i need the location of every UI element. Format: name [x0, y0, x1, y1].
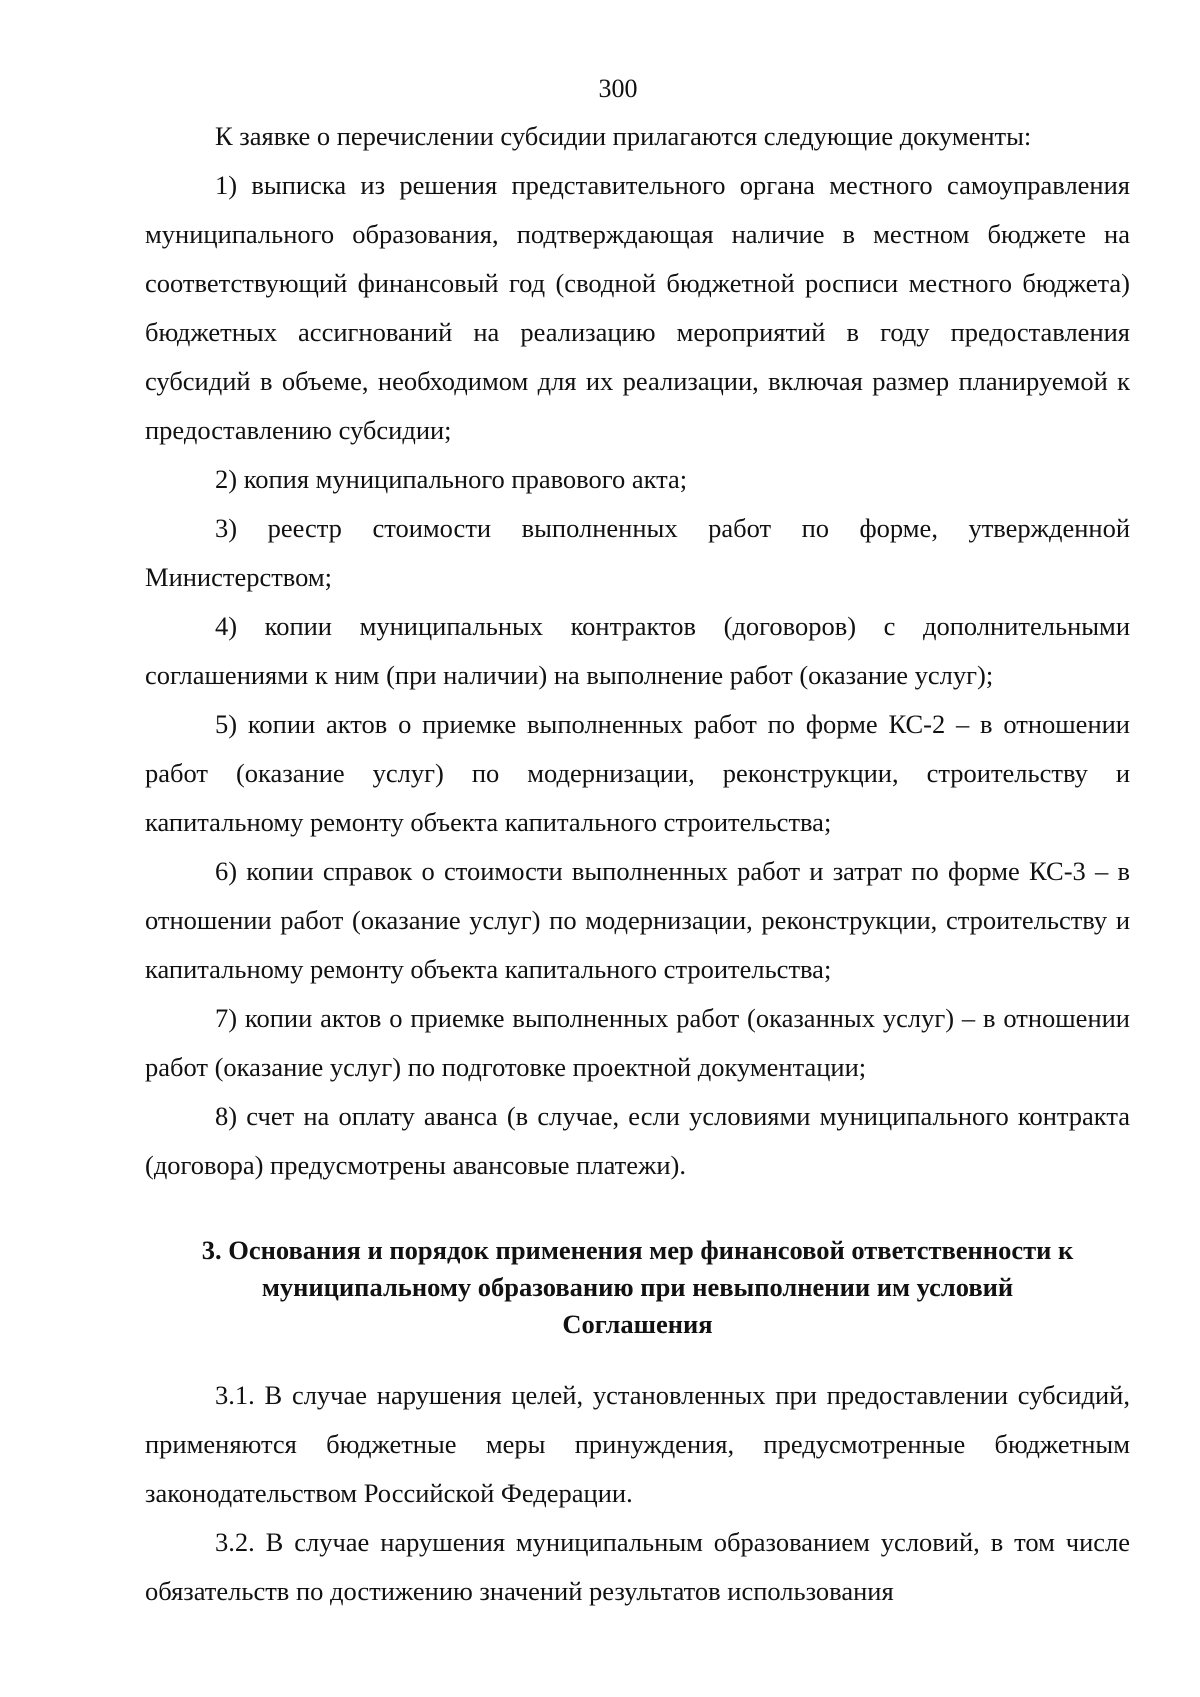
paragraph-intro: К заявке о перечислении субсидии прилагаются следующие документы:	[215, 121, 1032, 151]
page-number: 300	[598, 74, 638, 103]
paragraph-item-1: 1) выписка из решения представительного органа местного самоуправления муниципального образования, подтверждающая наличие в местном бюджете на соответствующий финансовый год (сводной бюджетной росписи местного бюджета) бюджетных ассигнований на реализацию мероприятий в году предоставления субсидий в объеме, необходимом для их реализации, включая размер планируемой к предоставлению субсидии;	[145, 170, 1130, 445]
paragraph-3-1: 3.1. В случае нарушения целей, установленных при предоставлении субсидий, применяются бюджетные меры принуждения, предусмотренные бюджетным законодательством Российской Федерации.	[145, 1380, 1130, 1508]
paragraph-item-3: 3) реестр стоимости выполненных работ по форме, утвержденной Министерством;	[145, 513, 1130, 592]
document-body	[145, 112, 1130, 1616]
section-heading-line-2: муниципальному образованию при невыполнении им условий	[261, 1272, 1014, 1302]
section-heading-line-3: Соглашения	[562, 1309, 713, 1339]
paragraph-item-4: 4) копии муниципальных контрактов (договоров) с дополнительными соглашениями к ним (при наличии) на выполнение работ (оказание услуг);	[145, 611, 1130, 690]
paragraph-item-8: 8) счет на оплату аванса (в случае, если условиями муниципального контракта (договора) предусмотрены авансовые платежи).	[145, 1101, 1130, 1180]
paragraph-item-7: 7) копии актов о приемке выполненных работ (оказанных услуг) – в отношении работ (оказание услуг) по подготовке проектной документации;	[145, 1003, 1130, 1082]
paragraph-item-2: 2) копия муниципального правового акта;	[215, 464, 688, 494]
paragraph-3-2: 3.2. В случае нарушения муниципальным образованием условий, в том числе обязательств по достижению значений результатов использования	[145, 1527, 1130, 1606]
section-heading	[145, 1232, 1130, 1343]
section-heading-line-1: 3. Основания и порядок применения мер финансовой ответственности к	[201, 1235, 1074, 1265]
paragraph-item-5: 5) копии актов о приемке выполненных работ по форме КС-2 – в отношении работ (оказание услуг) по модернизации, реконструкции, строительству и капитальному ремонту объекта капитального строительства;	[145, 709, 1130, 837]
paragraph-item-6: 6) копии справок о стоимости выполненных работ и затрат по форме КС-3 – в отношении работ (оказание услуг) по модернизации, реконструкции, строительству и капитальному ремонту объекта капитального строительства;	[145, 856, 1130, 984]
